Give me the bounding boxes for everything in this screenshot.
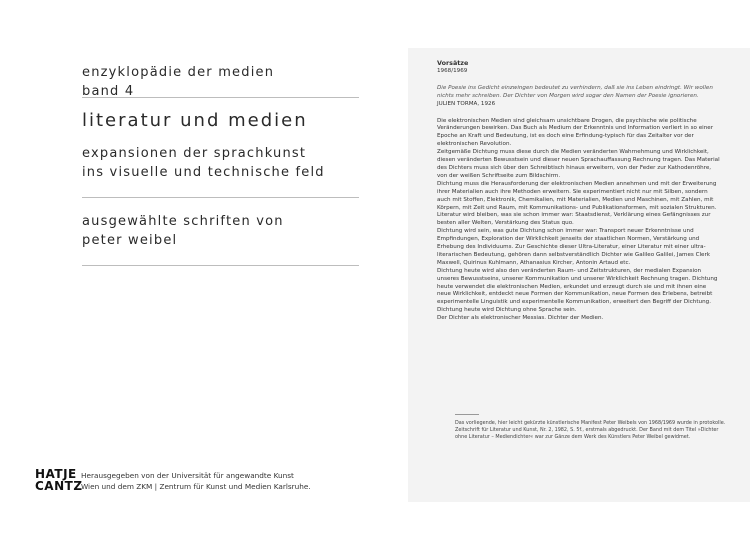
epigraph-author: JULIEN TORMA, 1926 xyxy=(437,100,496,107)
divider-line xyxy=(82,265,359,266)
logo-line: CANTZ xyxy=(35,479,83,493)
section-dates: 1968/1969 xyxy=(437,67,468,74)
subtitle-line: expansionen der sprachkunst xyxy=(82,146,307,161)
paragraph: Zeitgemäße Dichtung muss diese durch die Medien veränderten Wahrnehmung und Wirklichkeit, diesen veränderten Bewusstsein und dieser neuen Sprachauffassung Rechnung tragen. Das Material des Dichters muss sich über den Schreibtisch hinaus erweitern, von der Feder zur Kathodenröhre, von der weißen Schriftseite zum Bildschirm. xyxy=(437,149,720,179)
publisher-logo xyxy=(35,468,83,492)
subtitle-line: ins visuelle und technische feld xyxy=(82,165,325,180)
paragraph: Der Dichter als elektronischer Messias. Dichter der Medien. xyxy=(437,315,604,322)
book-subtitle xyxy=(82,144,325,182)
divider-line xyxy=(82,197,359,198)
paragraph: Dichtung wird sein, was gute Dichtung schon immer war: Transport neuer Erkenntnisse und Empfindungen, Exploration der Wirklichkeit jenseits der staatlichen Normen, Verstärkung und Erhebung des Individuums. Zur Geschichte dieser Ultra-Literatur, einer Literatur mit einer ultra-literarischen Bedeutung, gehören dann selbstverständlich Dichter wie Galileo Galilei, James Clerk Maxwell, Quirinus Kuhlmann, Athanasius Kircher, Antonin Artaud etc. xyxy=(437,228,711,266)
book-title: literatur und medien xyxy=(82,110,308,131)
manifesto-column xyxy=(437,60,721,323)
footnote: Das vorliegende, hier leicht gekürzte künstlerische Manifest Peter Weibels von 1968/1969 wurde in protokolle. Zeitschrift für Literatur und Kunst, Nr. 2, 1982, S. 5f., erstmals abgedruckt. Der Band mit dem Titel »Dichter ohne Literatur – Mediendichter« war zur Gänze dem Werk des Künstlers Peter Weibel gewidmet. xyxy=(455,420,726,440)
paragraph: Dichtung heute wird also den veränderten Raum- und Zeitstrukturen, der medialen Expansion unseres Bewusstseins, unserer Kommunikation und unserer Wirklichkeit Rechnung tragen. Dichtung heute verwendet die elektronischen Medien, erkundet und erzeugt durch sie und mit ihnen eine neue Wirklichkeit, entdeckt neue Formen der Kommunikation, neue Formen des Erlebens, betreibt experimentelle Linguistik und experimentelle Kommunikation, erweitert den Begriff der Dichtung. xyxy=(437,267,718,306)
paragraph: Dichtung heute wird Dichtung ohne Sprache sein. xyxy=(437,307,577,314)
footnote-rule xyxy=(455,414,479,415)
logo-line: HATJE xyxy=(35,467,77,481)
paragraph: Die elektronischen Medien sind gleichsam unsichtbare Drogen, die psychische wie politische Veränderungen bewirken. Das Buch als Medium der Erkenntnis und Information verliert in so einer Epoche an Kraft und Bedeutung, ist es doch eine Erfindung-typisch für das Zeitalter vor der elektronischen Revolution. xyxy=(437,117,714,148)
volume-number: band 4 xyxy=(82,84,135,99)
paragraph: Literatur wird bleiben, was sie schon immer war: Staatsdienst, Verklärung eines Gefängnisses zur besten aller Welten, Verstärkung des Status quo. xyxy=(437,212,711,227)
author-intro: ausgewählte schriften von xyxy=(82,214,284,229)
section-heading: Vorsätze xyxy=(437,59,469,67)
epigraph: Die Poesie ins Gedicht einzwingen bedeutet zu verhindern, daß sie ins Leben eindringt. Wir wollen nichts mehr schreiben. Der Dichter von Morgen wird sogar den Namen der Poesie ignorieren. xyxy=(437,84,713,99)
paragraph: Dichtung muss die Herausforderung der elektronischen Medien annehmen und mit der Erweiterung ihrer Materialien auch ihre Methoden erweitern. Sie experimentiert nicht nur mit Silben, sondern auch mit Stoffen, Elektronik, Chemikalien, mit Materialien, Medien und Maschinen, mit Zahlen, mit Körpern, mit Zeit und Raum, mit Kommunikations- und Publikationsformen, mit sozialen Strukturen. xyxy=(437,180,717,211)
divider-line xyxy=(82,97,359,98)
author-name: peter weibel xyxy=(82,233,178,248)
series-title xyxy=(82,63,274,101)
author-block xyxy=(82,212,284,250)
publisher-note: Herausgegeben von der Universität für angewandte Kunst Wien und dem ZKM | Zentrum für Kunst und Medien Karlsruhe. xyxy=(81,471,311,491)
right-page xyxy=(408,48,750,502)
series-name: enzyklopädie der medien xyxy=(82,65,275,80)
